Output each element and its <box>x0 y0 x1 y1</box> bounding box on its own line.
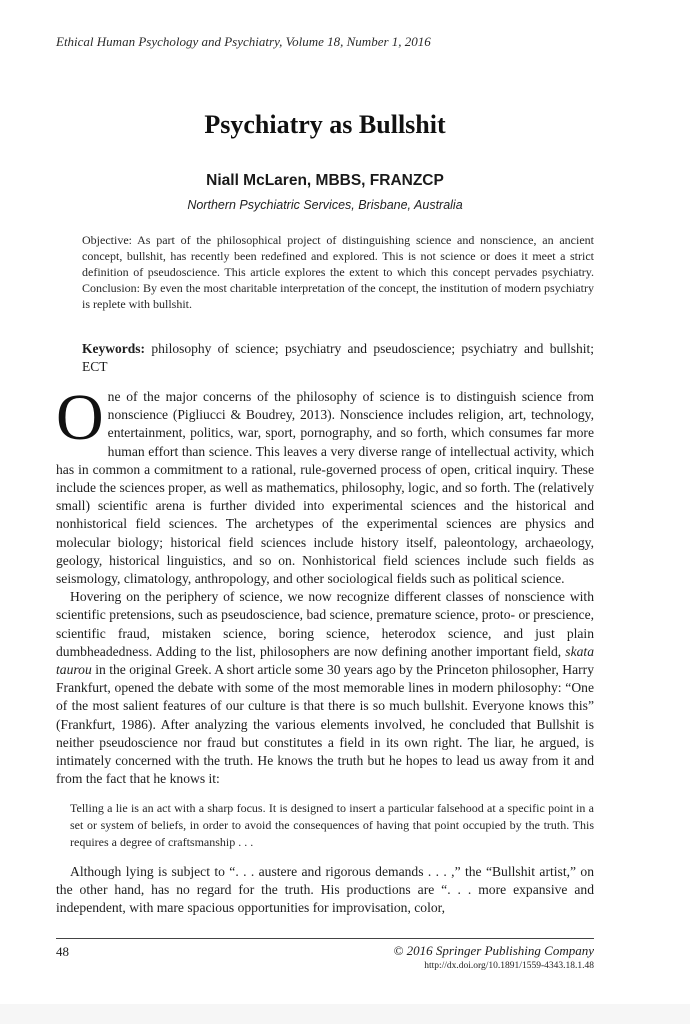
paragraph-1-text: ne of the major concerns of the philosophy of science is to distinguish science from nonscience (Pigliucci & Boudrey, 2013). Nonscience includes religion, art, technology, entertainment, politics, war, sport, pornography, and so forth, which consumes far more human effort than science. This leaves a very diverse range of intellectual activity, which has in common a commitment to a rational, rule-governed process of open, critical inquiry. These include the sciences proper, as well as mathematics, philosophy, logic, and so forth. The (relatively small) scientific arena is further divided into experimental sciences and the historical and nonhistorical field sciences. The archetypes of the experimental sciences are physics and molecular biology; historical field sciences include history itself, paleontology, archaeology, geology, historical linguistics, and so on. Nonhistorical field sciences include such fields as seismology, climatology, anthropology, and other sociological fields such as political science. <box>56 389 594 587</box>
paragraph-2 <box>56 588 594 788</box>
keywords-text: philosophy of science; psychiatry and pseudoscience; psychiatry and bullshit; ECT <box>82 341 595 374</box>
block-quote: Telling a lie is an act with a sharp focus. It is designed to insert a particular falsehood at a specific point in a set or system of beliefs, in order to avoid the consequences of having that point occupied by the truth. This requires a degree of craftsmanship . . . <box>70 801 594 850</box>
keywords <box>82 340 594 376</box>
keywords-label: Keywords: <box>82 341 145 356</box>
paragraph-1 <box>56 381 594 588</box>
paragraph-3: Although lying is subject to “. . . austere and rigorous demands . . . ,” the “Bullshit artist,” on the other hand, has no regard for the truth. His productions are “. . . more expansive and independent, with mare spacious opportunities for improvisation, color, <box>56 863 594 916</box>
copyright: © 2016 Springer Publishing Company <box>393 943 594 958</box>
author-line: Niall McLaren, MBBS, FRANZCP <box>206 172 444 189</box>
paragraph-2-italic: skata taurou <box>56 643 594 678</box>
page-number: 48 <box>56 944 69 959</box>
running-head: Ethical Human Psychology and Psychiatry, Volume 18, Number 1, 2016 <box>56 34 431 49</box>
drop-cap: O <box>56 381 104 454</box>
scan-bottom-edge <box>0 1004 690 1024</box>
article-title: Psychiatry as Bullshit <box>204 110 446 139</box>
paragraph-2-text-b: in the original Greek. A short article some 30 years ago by the Princeton philosopher, Harry Frankfurt, opened the debate with some of the most memorable lines in modern philosophy: “One of the most salient features of our culture is that there is so much bullshit. Everyone knows this” (Frankfurt, 1986). After analyzing the various elements involved, he concluded that Bullshit is neither pseudoscience nor fraud but constitutes a field in its own right. The liar, he argued, is intimately concerned with the truth. He knows the truth but he hopes to lead us away from it and from the fact that he knows it: <box>56 662 594 787</box>
paragraph-2-text-a: Hovering on the periphery of science, we now recognize different classes of nonscience with scientific pretensions, such as pseudoscience, bad science, premature science, proto- or prescience, scientific fraud, mistaken science, boring science, heterodox science, and just plain dumbheadedness. Adding to the list, philosophers are now defining another important field, <box>56 589 594 659</box>
abstract: Objective: As part of the philosophical project of distinguishing science and nonscience, an ancient concept, bullshit, has recently been redefined and explored. This is not science or does it meet a strict definition of pseudoscience. This article explores the extent to which this concept pervades psychiatry. Conclusion: By even the most charitable interpretation of the concept, the institution of modern psychiatry is replete with bullshit. <box>82 233 594 311</box>
affiliation-line: Northern Psychiatric Services, Brisbane, Australia <box>187 198 463 212</box>
doi-link[interactable]: http://dx.doi.org/10.1891/1559-4343.18.1.48 <box>424 961 594 971</box>
footer-rule <box>56 938 594 939</box>
article-body <box>56 381 594 917</box>
